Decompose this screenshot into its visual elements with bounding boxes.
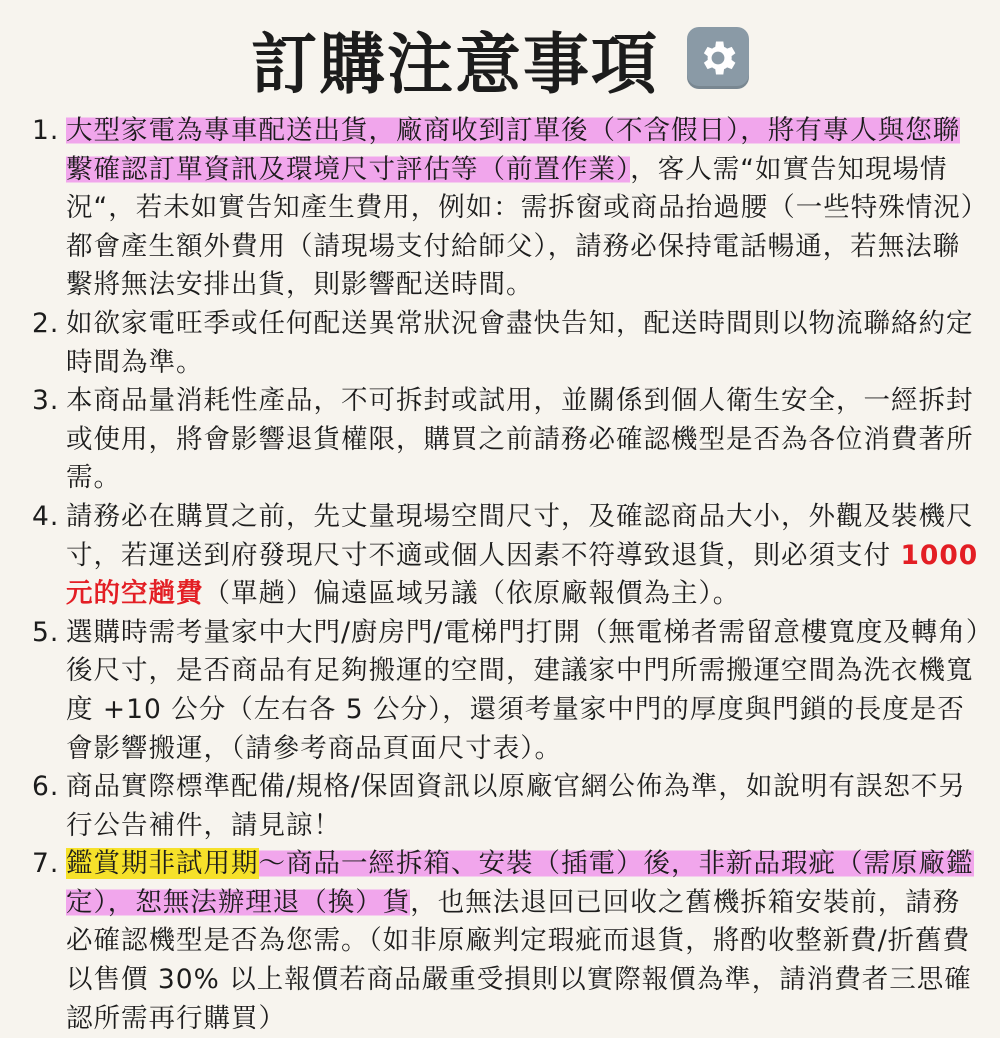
gear-icon (687, 27, 749, 89)
gear-icon-glyph (696, 36, 740, 80)
list-item (32, 382, 982, 498)
item-text: 本商品量消耗性產品，不可拆封或試用，並關係到個人衛生安全，一經拆封或使用，將會影響退貨權限，購買之前請務必確認機型是否為各位消費著所需。 (66, 385, 974, 494)
list-item (32, 112, 982, 305)
list-item (32, 305, 982, 382)
list-item (32, 614, 982, 768)
item-number: 7. (32, 848, 60, 880)
header (0, 8, 1000, 108)
highlighted-text: 大型家電為專車配送出貨，廠商收到訂單後（不含假日），將有專人與您聯繫確認訂單資訊及環境尺寸評估等（前置作業） (66, 115, 961, 185)
list-item (32, 768, 982, 845)
item-text: 選購時需考量家中大門/廚房門/電梯門打開（無電梯者需留意樓寬度及轉角）後尺寸，是否商品有足夠搬運的空間，建議家中門所需搬運空間為洗衣機寬度 +10 公分（左右各 5 公分），還須考量家中門的厚度與門鎖的長度是否會影響搬運，（請參考商品頁面尺寸表）。 (66, 616, 981, 764)
page-title: 訂購注意事項 (251, 25, 659, 103)
item-text (66, 498, 982, 614)
item-text-rest: ，也無法退回已回收之舊機拆箱安裝前，請務必確認機型是否為您需。（如非原廠判定瑕疵而退貨，將酌收整新費/折舊費以售價 30% 以上報價若商品嚴重受損則以實際報價為準，請消費者三思確認所需再行購買） (66, 886, 972, 1034)
item-text (66, 112, 982, 305)
highlighted-text: ～商品一經拆箱、安裝（插電）後，非新品瑕疵（需原廠鑑定），恕無法辦理退（換）貨 (66, 848, 974, 918)
item-text-part: 請務必在購買之前，先丈量現場空間尺寸，及確認商品大小，外觀及裝機尺寸，若運送到府發現尺寸不適或個人因素不符導致退貨，則必須支付 (66, 500, 974, 571)
empty-trip-fee: 1000 元的空趟費 (66, 539, 979, 610)
appreciation-period-label: 鑑賞期非試用期 (66, 848, 259, 880)
item-number: 6. (32, 771, 60, 803)
notice-list (32, 112, 982, 1038)
list-item (32, 498, 982, 614)
item-number: 2. (32, 307, 60, 339)
list-item (32, 845, 982, 1038)
item-text: 商品實際標準配備/規格/保固資訊以原廠官網公佈為準，如說明有誤恕不另行公告補件，請見諒！ (66, 771, 966, 841)
item-number: 3. (32, 385, 60, 417)
item-text: 如欲家電旺季或任何配送異常狀況會盡快告知，配送時間則以物流聯絡約定時間為準。 (66, 307, 974, 378)
item-number: 1. (32, 115, 60, 146)
item-number: 5. (32, 616, 60, 648)
item-text-rest: （單趟）偏遠區域另議（依原廠報價為主）。 (203, 578, 741, 610)
item-number: 4. (32, 500, 60, 532)
item-text (66, 845, 982, 1038)
item-text-rest: ，客人需“如實告知現場情況“，若未如實告知產生費用，例如：需拆窗或商品抬過腰（一些特殊情況）都會產生額外費用（請現場支付給師父），請務必保持電話暢通，若無法聯繫將無法安排出貨，則影響配送時間。 (66, 153, 975, 301)
